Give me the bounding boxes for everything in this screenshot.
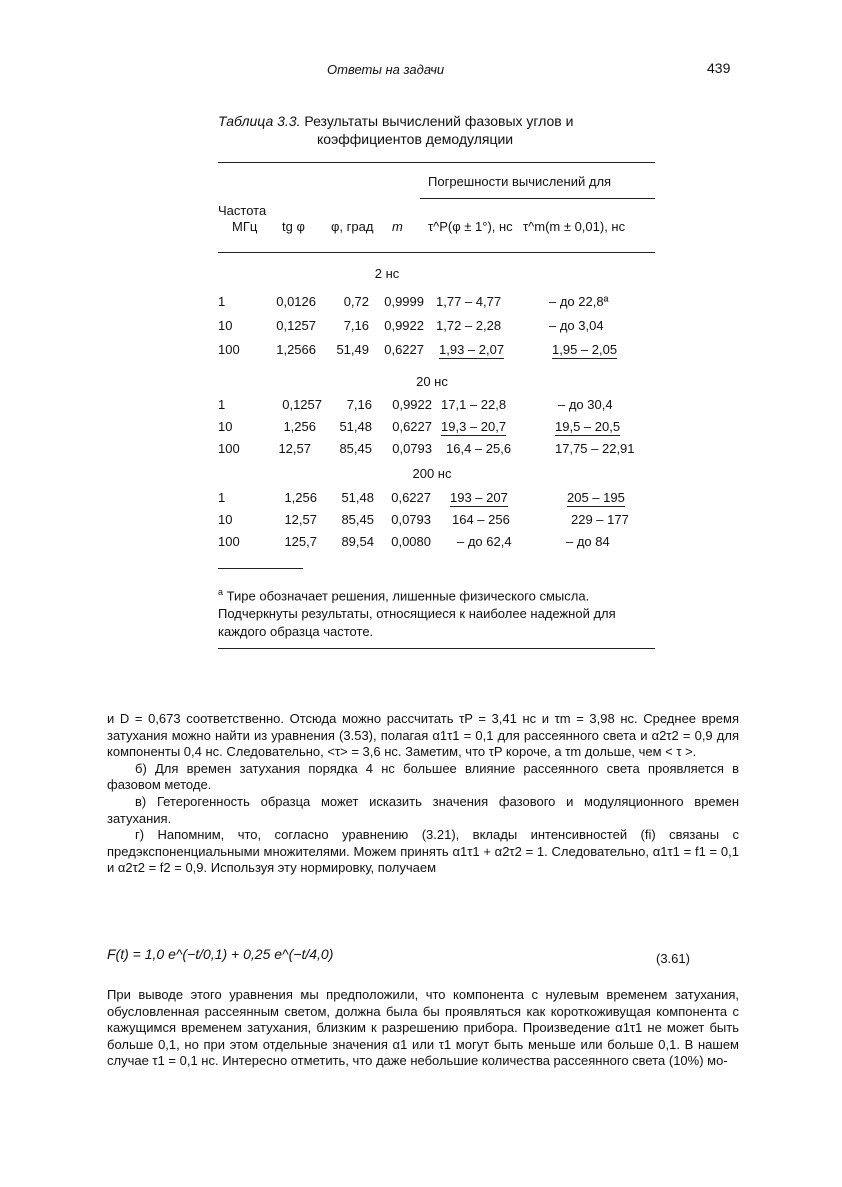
cell-m: 0,9922 — [392, 397, 432, 412]
section-label: 2 нс — [374, 266, 400, 281]
cell-tp: – до 62,4 — [457, 534, 512, 549]
cell-tp-underlined: 1,93 – 2,07 — [439, 342, 505, 357]
cell-freq: 1 — [218, 490, 226, 505]
cell-phi: 85,45 — [339, 441, 372, 456]
cell-tp-underlined: 19,3 – 20,7 — [441, 419, 507, 434]
cell-m: 0,0080 — [391, 534, 431, 549]
equation: F(t) = 1,0 e^(−t/0,1) + 0,25 e^(−t/4,0) — [107, 946, 334, 962]
cell-freq: 100 — [218, 441, 240, 456]
cell-tg: 0,0126 — [276, 294, 316, 309]
cell-m: 0,0793 — [391, 512, 431, 527]
col-freq-1: Частота — [218, 203, 267, 218]
cell-phi: 85,45 — [341, 512, 374, 527]
table-top-rule — [218, 162, 655, 163]
section-label: 20 нс — [416, 374, 448, 389]
table-bottom-rule — [218, 648, 655, 649]
paragraph: г) Напомним, что, согласно уравнению (3.21), вклады интенсивностей (fi) связаны с предэкспоненциальными множителями. Можем принять α1τ1 + α2τ2 = 1. Следовательно, α1τ1 = f1 = 0,1 и α2τ2 = f2 = 0,9. Используя эту нормировку, получаем — [107, 827, 739, 876]
cell-tm: 229 – 177 — [571, 512, 629, 527]
cell-tm: – до 84 — [566, 534, 610, 549]
section-label: 200 нс — [412, 466, 452, 481]
cell-phi: 51,49 — [336, 342, 369, 357]
cell-tm-underlined: 205 – 195 — [567, 490, 625, 505]
cell-freq: 1 — [218, 294, 226, 309]
cell-tg: 0,1257 — [282, 397, 322, 412]
col-tg: tg φ — [282, 219, 305, 234]
table-caption — [218, 112, 658, 148]
cell-tg: 1,256 — [284, 490, 317, 505]
cell-tm: – до 3,04 — [549, 318, 604, 333]
paragraph: в) Гетерогенность образца может исказить значения фазового и модуляционного времен затухания. — [107, 793, 739, 826]
cell-phi: 7,16 — [346, 397, 372, 412]
equation-number: (3.61) — [656, 951, 690, 966]
col-phi: φ, град — [331, 219, 374, 234]
cell-freq: 1 — [218, 397, 226, 412]
cell-freq: 10 — [218, 512, 233, 527]
cell-freq: 100 — [218, 534, 240, 549]
header-group-rule — [420, 198, 655, 199]
cell-m: 0,6227 — [384, 342, 424, 357]
cell-phi: 51,48 — [339, 419, 372, 434]
cell-tg: 0,1257 — [276, 318, 316, 333]
header-group: Погрешности вычислений для — [428, 174, 612, 189]
cell-m: 0,6227 — [391, 490, 431, 505]
footnote-text: Тире обозначает решения, лишенные физического смысла. Подчеркнуты результаты, относящиеся к наиболее надежной для каждого образца частоте. — [218, 588, 616, 640]
caption-label: Таблица 3.3. — [218, 113, 301, 129]
paragraph: При выводе этого уравнения мы предположили, что компонента с нулевым временем затухания, обусловленная рассеянным светом, должна была бы проявляться как короткоживущая компонента с кажущимся временем затухания, близким к разрешению прибора. Произведение α1τ1 не может быть больше 0,1, но при этом отдельные значения α1 или τ1 могут быть меньше или больше 0,1. В нашем случае τ1 = 0,1 нс. Интересно отметить, что даже небольшие количества рассеянного света (10%) мо- — [107, 987, 739, 1069]
cell-tm-underlined: 19,5 – 20,5 — [555, 419, 621, 434]
cell-tg: 12,57 — [278, 441, 311, 456]
cell-tp: 17,1 – 22,8 — [441, 397, 507, 412]
header-title: Ответы на задачи — [327, 62, 445, 77]
cell-phi: 0,72 — [343, 294, 369, 309]
cell-phi: 51,48 — [341, 490, 374, 505]
cell-tg: 12,57 — [284, 512, 317, 527]
cell-tm-underlined: 1,95 – 2,05 — [552, 342, 618, 357]
cell-phi: 89,54 — [341, 534, 374, 549]
caption-line1: Результаты вычислений фазовых углов и — [304, 113, 574, 129]
col-m: m — [392, 219, 403, 234]
cell-tp-underlined: 193 – 207 — [450, 490, 508, 505]
cell-tg: 125,7 — [284, 534, 317, 549]
footnote-mark: а — [218, 587, 224, 597]
cell-tm: – до 30,4 — [558, 397, 613, 412]
col-freq-2: МГц — [232, 219, 258, 234]
header-bottom-rule — [218, 252, 655, 253]
cell-tp: 164 – 256 — [452, 512, 510, 527]
paragraph: и D = 0,673 соответственно. Отсюда можно рассчитать τP = 3,41 нс и τm = 3,98 нс. Среднее время затухания можно найти из уравнения (3.53), полагая α1τ1 = 0,1 для рассеянного света и α2τ2 = 0,9 для компоненты 0,4 нс. Следовательно, <τ> = 3,6 нс. Заметим, что τP короче, а τm дольше, чем < τ >. — [107, 711, 739, 760]
table-footnote — [218, 583, 658, 641]
answer-text-lower — [107, 987, 739, 1070]
caption-line2: коэффициентов демодуляции — [317, 131, 514, 147]
footnote-rule — [218, 568, 303, 569]
col-tp: τ^P(φ ± 1°), нс — [428, 219, 513, 234]
cell-freq: 100 — [218, 342, 240, 357]
cell-tg: 1,2566 — [276, 342, 316, 357]
cell-freq: 10 — [218, 419, 233, 434]
paragraph: б) Для времен затухания порядка 4 нс большее влияние рассеянного света проявляется в фазовом методе. — [107, 760, 739, 793]
cell-tp: 1,77 – 4,77 — [436, 294, 502, 309]
cell-tm: – до 22,8ª — [549, 294, 609, 309]
cell-tm: 17,75 – 22,91 — [555, 441, 635, 456]
cell-m: 0,9922 — [384, 318, 424, 333]
page-number: 439 — [707, 60, 731, 76]
cell-tp: 1,72 – 2,28 — [436, 318, 502, 333]
cell-m: 0,0793 — [392, 441, 432, 456]
cell-m: 0,6227 — [392, 419, 432, 434]
cell-tg: 1,256 — [283, 419, 316, 434]
answer-text-upper — [107, 711, 739, 877]
cell-phi: 7,16 — [343, 318, 369, 333]
col-tm: τ^m(m ± 0,01), нс — [523, 219, 626, 234]
cell-tp: 16,4 – 25,6 — [446, 441, 512, 456]
cell-m: 0,9999 — [384, 294, 424, 309]
cell-freq: 10 — [218, 318, 233, 333]
